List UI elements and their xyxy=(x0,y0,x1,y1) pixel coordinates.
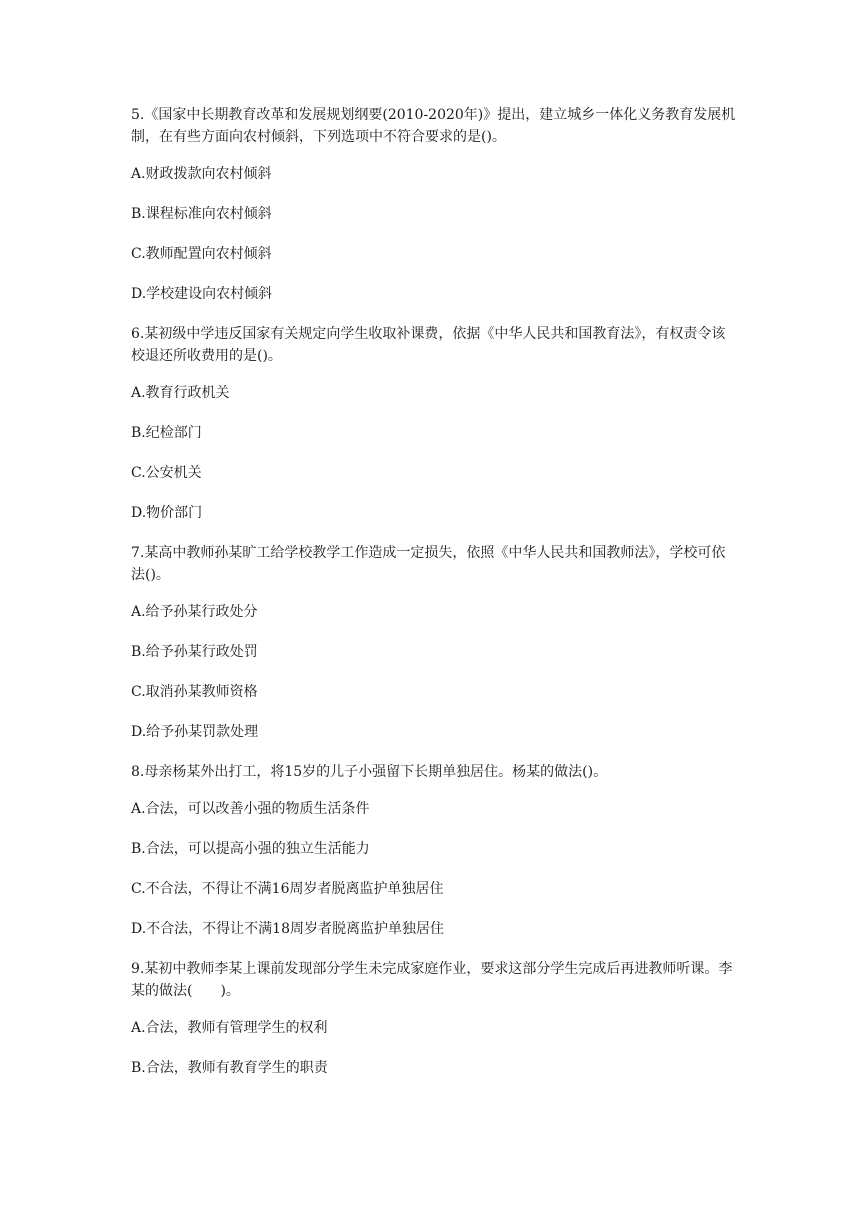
option-d: D.物价部门 xyxy=(131,505,203,521)
option-b: B.课程标准向农村倾斜 xyxy=(131,206,272,222)
question-7 xyxy=(131,542,736,743)
option-a: A.给予孙某行政处分 xyxy=(131,604,258,620)
option-b: B.纪检部门 xyxy=(131,425,202,441)
question-9 xyxy=(131,958,736,1079)
option-c: C.不合法，不得让不满16周岁者脱离监护单独居住 xyxy=(131,881,444,897)
question-stem: 6.某初级中学违反国家有关规定向学生收取补课费，依据《中华人民共和国教育法》，有权责令该校退还所收费用的是()。 xyxy=(131,326,726,364)
question-6 xyxy=(131,323,736,524)
option-a: A.教育行政机关 xyxy=(131,385,230,401)
option-c: C.公安机关 xyxy=(131,465,202,481)
option-d: D.学校建设向农村倾斜 xyxy=(131,286,273,302)
question-5 xyxy=(131,104,736,305)
question-stem: 5.《国家中长期教育改革和发展规划纲要(2010-2020年)》提出，建立城乡一体化义务教育发展机制，在有些方面向农村倾斜，下列选项中不符合要求的是()。 xyxy=(131,107,736,145)
option-c: C.取消孙某教师资格 xyxy=(131,684,258,700)
document-page xyxy=(131,104,736,1097)
option-d: D.不合法，不得让不满18周岁者脱离监护单独居住 xyxy=(131,921,444,937)
question-stem: 9.某初中教师李某上课前发现部分学生未完成家庭作业，要求这部分学生完成后再进教师听课。李某的做法( )。 xyxy=(131,961,733,999)
question-8 xyxy=(131,761,736,940)
option-a: A.合法，教师有管理学生的权利 xyxy=(131,1020,328,1036)
option-a: A.财政拨款向农村倾斜 xyxy=(131,166,272,182)
question-stem: 8.母亲杨某外出打工，将15岁的儿子小强留下长期单独居住。杨某的做法()。 xyxy=(131,764,608,780)
option-b: B.给予孙某行政处罚 xyxy=(131,644,258,660)
option-b: B.合法，教师有教育学生的职责 xyxy=(131,1060,328,1076)
option-c: C.教师配置向农村倾斜 xyxy=(131,246,272,262)
option-a: A.合法，可以改善小强的物质生活条件 xyxy=(131,801,370,817)
option-d: D.给予孙某罚款处理 xyxy=(131,724,259,740)
option-b: B.合法，可以提高小强的独立生活能力 xyxy=(131,841,370,857)
question-stem: 7.某高中教师孙某旷工给学校教学工作造成一定损失，依照《中华人民共和国教师法》，学校可依法()。 xyxy=(131,545,726,583)
